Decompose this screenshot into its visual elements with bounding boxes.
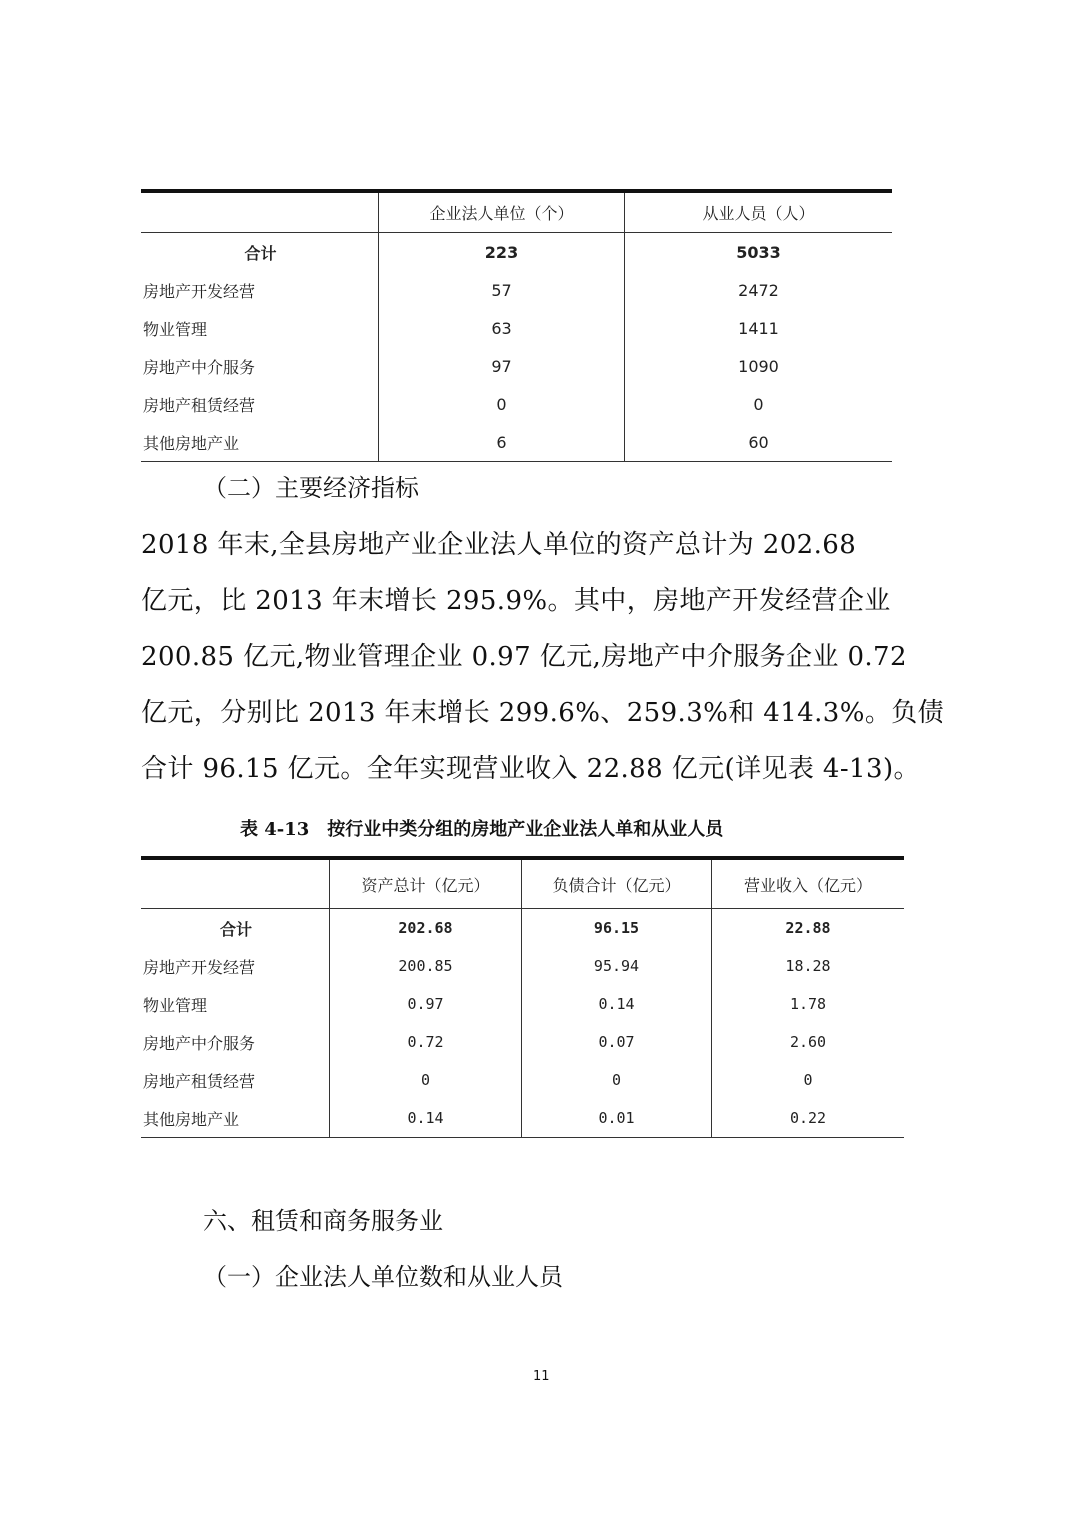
economic-indicators-table bbox=[141, 856, 904, 1138]
cell-assets: 0.97 bbox=[330, 985, 522, 1023]
cell-revenue: 2.60 bbox=[712, 1023, 905, 1061]
section-heading-indicators: （二）主要经济指标 bbox=[203, 474, 419, 502]
cell-liabilities: 0.14 bbox=[522, 985, 712, 1023]
row-label: 合计 bbox=[244, 243, 277, 263]
column-header-assets: 资产总计（亿元） bbox=[330, 858, 522, 909]
cell-assets: 0.14 bbox=[330, 1099, 522, 1138]
cell-revenue: 0.22 bbox=[712, 1099, 905, 1138]
row-label: 房地产开发经营 bbox=[143, 957, 256, 977]
column-header-blank bbox=[141, 858, 330, 909]
table-row bbox=[141, 347, 892, 385]
cell-units: 6 bbox=[379, 423, 625, 462]
cell-liabilities: 0.01 bbox=[522, 1099, 712, 1138]
column-header-units: 企业法人单位（个） bbox=[379, 191, 625, 233]
table-row bbox=[141, 985, 904, 1023]
cell-revenue: 22.88 bbox=[712, 909, 905, 948]
row-label: 房地产中介服务 bbox=[143, 1033, 256, 1053]
table-row bbox=[141, 1099, 904, 1138]
column-header-revenue: 营业收入（亿元） bbox=[712, 858, 905, 909]
cell-assets: 202.68 bbox=[330, 909, 522, 948]
row-label: 物业管理 bbox=[143, 995, 208, 1015]
table-row bbox=[141, 385, 892, 423]
cell-revenue: 0 bbox=[712, 1061, 905, 1099]
column-header-employees: 从业人员（人） bbox=[625, 191, 893, 233]
cell-employees: 1090 bbox=[625, 347, 893, 385]
cell-revenue: 18.28 bbox=[712, 947, 905, 985]
cell-units: 57 bbox=[379, 271, 625, 309]
cell-assets: 0 bbox=[330, 1061, 522, 1099]
row-label: 合计 bbox=[219, 919, 252, 939]
paragraph-line: 合计 96.15 亿元。全年实现营业收入 22.88 亿元(详见表 4-13)。 bbox=[141, 754, 920, 784]
row-label: 其他房地产业 bbox=[141, 1099, 330, 1138]
paragraph-line: 200.85 亿元,物业管理企业 0.97 亿元,房地产中介服务企业 0.72 bbox=[141, 642, 907, 672]
cell-liabilities: 0 bbox=[522, 1061, 712, 1099]
paragraph-line: 亿元，分别比 2013 年末增长 299.6%、259.3%和 414.3%。负债 bbox=[141, 698, 945, 728]
row-label: 房地产开发经营 bbox=[143, 281, 256, 301]
column-header-blank bbox=[141, 191, 379, 233]
column-header-liabilities: 负债合计（亿元） bbox=[522, 858, 712, 909]
section-six-title: 六、租赁和商务服务业 bbox=[203, 1207, 443, 1235]
table-row bbox=[141, 309, 892, 347]
table-row-total bbox=[141, 233, 892, 272]
section-six-subtitle: （一）企业法人单位数和从业人员 bbox=[203, 1263, 563, 1291]
table-row bbox=[141, 1023, 904, 1061]
table-row-total bbox=[141, 909, 904, 948]
cell-employees: 1411 bbox=[625, 309, 893, 347]
cell-assets: 0.72 bbox=[330, 1023, 522, 1061]
page-number: 11 bbox=[533, 1369, 550, 1384]
cell-revenue: 1.78 bbox=[712, 985, 905, 1023]
cell-employees: 5033 bbox=[625, 233, 893, 272]
paragraph-line: 2018 年末,全县房地产业企业法人单位的资产总计为 202.68 bbox=[141, 530, 857, 560]
cell-employees: 2472 bbox=[625, 271, 893, 309]
cell-units: 0 bbox=[379, 385, 625, 423]
cell-liabilities: 95.94 bbox=[522, 947, 712, 985]
cell-liabilities: 0.07 bbox=[522, 1023, 712, 1061]
enterprise-count-table bbox=[141, 189, 892, 462]
row-label: 其他房地产业 bbox=[141, 423, 379, 462]
row-label: 物业管理 bbox=[143, 319, 208, 339]
table-row bbox=[141, 423, 892, 462]
table-row bbox=[141, 1061, 904, 1099]
table-row bbox=[141, 947, 904, 985]
cell-employees: 60 bbox=[625, 423, 893, 462]
cell-units: 223 bbox=[379, 233, 625, 272]
cell-units: 97 bbox=[379, 347, 625, 385]
table-row bbox=[141, 271, 892, 309]
row-label: 房地产租赁经营 bbox=[143, 1071, 256, 1091]
row-label: 房地产中介服务 bbox=[143, 357, 256, 377]
row-label: 房地产租赁经营 bbox=[143, 395, 256, 415]
cell-units: 63 bbox=[379, 309, 625, 347]
cell-liabilities: 96.15 bbox=[522, 909, 712, 948]
paragraph-line: 亿元，比 2013 年末增长 295.9%。其中，房地产开发经营企业 bbox=[141, 586, 891, 616]
table-caption: 表 4-13 按行业中类分组的房地产业企业法人单和从业人员 bbox=[240, 819, 724, 840]
cell-assets: 200.85 bbox=[330, 947, 522, 985]
cell-employees: 0 bbox=[625, 385, 893, 423]
